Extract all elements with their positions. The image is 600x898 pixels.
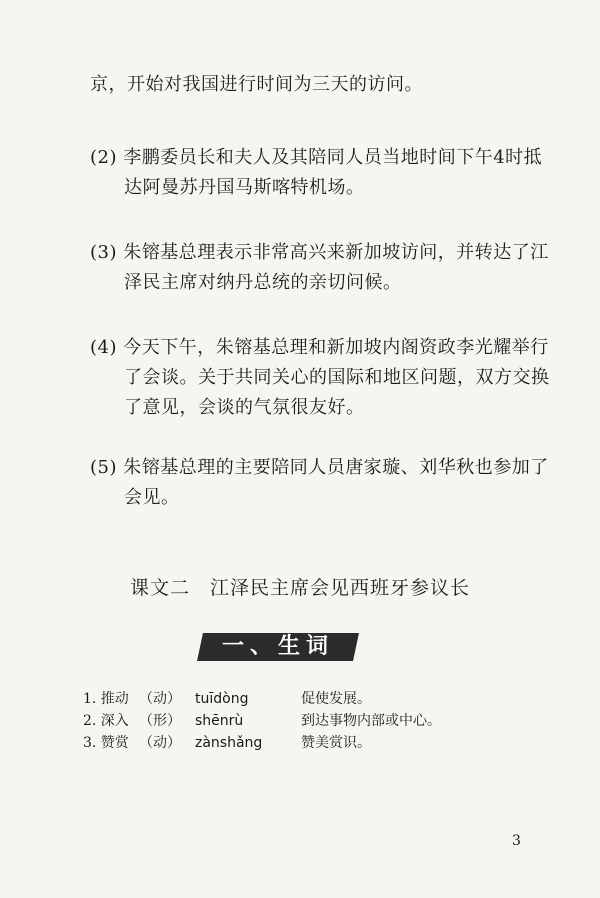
section-banner-title: 一、生词: [221, 634, 334, 659]
vocab-row: [83, 710, 563, 732]
vocab-definition: 促使发展。: [301, 691, 371, 707]
vocab-part-of-speech: （动）: [139, 735, 181, 751]
page-number: 3: [512, 833, 521, 849]
vocab-part-of-speech: （动）: [139, 691, 181, 707]
vocab-pinyin: zànshǎng: [195, 735, 263, 751]
paragraph-continued: 京，开始对我国进行时间为三天的访问。: [90, 74, 423, 95]
vocab-list: [83, 688, 563, 754]
vocab-pinyin: shēnrù: [195, 713, 244, 729]
paragraph-5: (5) 朱镕基总理的主要陪同人员唐家璇、刘华秋也参加了会见。: [90, 457, 549, 508]
vocab-definition: 到达事物内部或中心。: [301, 713, 441, 729]
lesson-title: 课文二 江泽民主席会见西班牙参议长: [129, 577, 470, 599]
paragraph-2: (2) 李鹏委员长和夫人及其陪同人员当地时间下午4时抵达阿曼苏丹国马斯喀特机场。: [90, 147, 543, 198]
vocab-word: 3. 赞赏: [83, 735, 129, 751]
vocab-word: 1. 推动: [83, 691, 129, 707]
vocab-row: [83, 732, 563, 754]
vocab-pinyin: tuīdòng: [195, 691, 249, 707]
vocab-definition: 赞美赏识。: [301, 735, 371, 751]
paragraph-4: (4) 今天下午，朱镕基总理和新加坡内阁资政李光耀举行了会谈。关于共同关心的国际和地区问题，双方交换了意见，会谈的气氛很友好。: [90, 337, 550, 418]
vocab-row: [83, 688, 563, 710]
paragraph-3: (3) 朱镕基总理表示非常高兴来新加坡访问，并转达了江泽民主席对纳丹总统的亲切问候。: [90, 242, 549, 293]
vocab-word: 2. 深入: [83, 713, 129, 729]
vocab-part-of-speech: （形）: [139, 713, 181, 729]
